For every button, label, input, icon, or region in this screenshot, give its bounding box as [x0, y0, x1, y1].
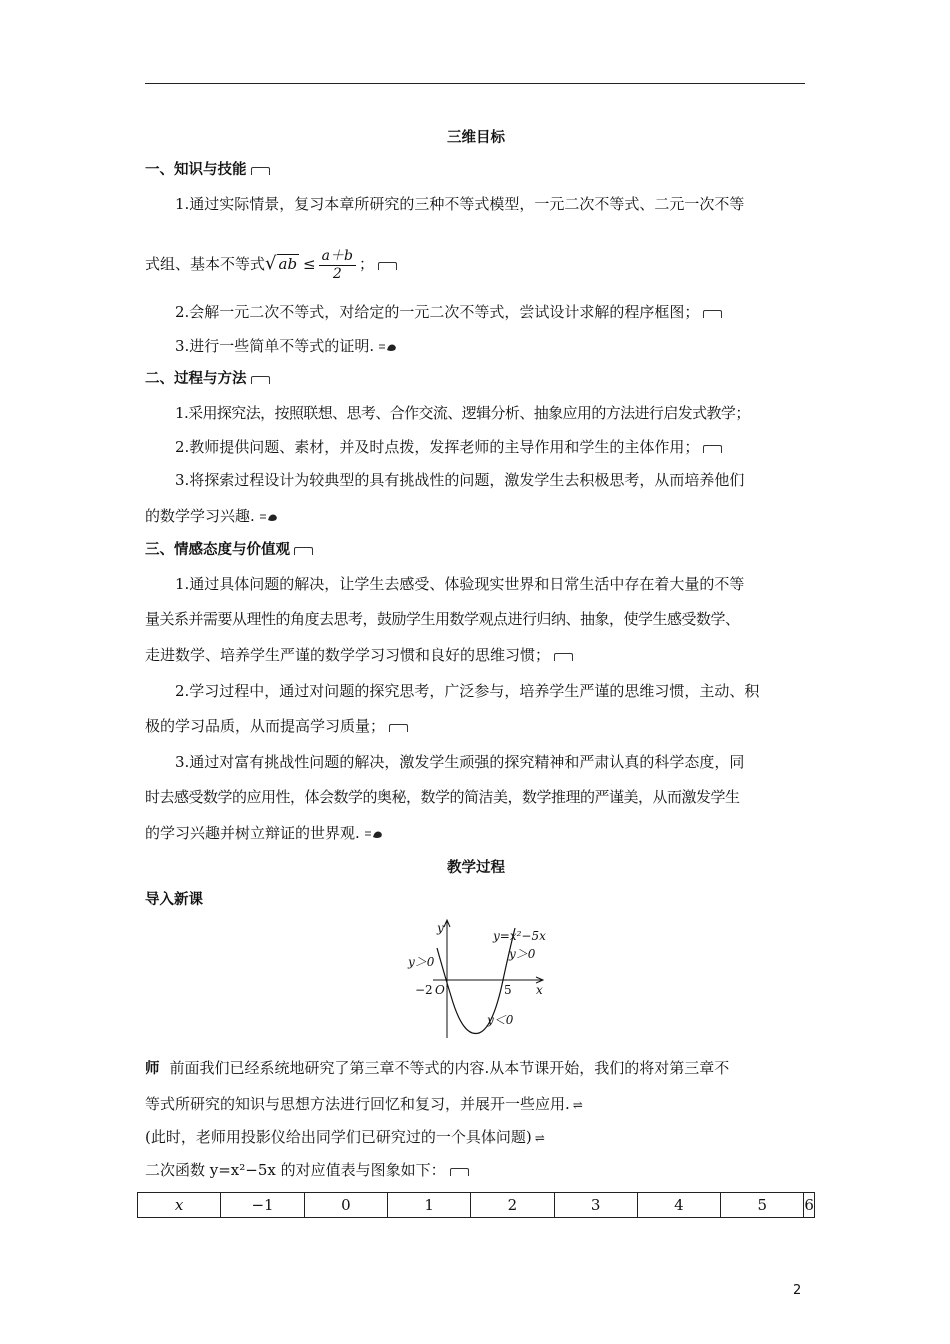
s2-p3-line1: 3.将探索过程设计为较典型的具有挑战性的问题，激发学生去积极思考，从而培养他们	[175, 471, 745, 489]
paragraph-mark-icon	[450, 1168, 469, 1176]
section-3-heading: 三、情感态度与价值观	[145, 540, 807, 560]
paragraph-mark-icon	[294, 547, 313, 555]
origin-label: O	[435, 983, 445, 997]
s3-p3-line1: 3.通过对富有挑战性问题的解决，激发学生顽强的探究精神和严肃认真的科学态度，同	[175, 753, 745, 771]
s2-p3-line2: 的数学学习兴趣.	[145, 506, 807, 526]
paragraph-mark-icon	[703, 310, 722, 318]
teacher-note: (此时，老师用投影仪给出同学们已研究过的一个具体问题) ⇌	[145, 1128, 545, 1146]
paragraph-mark-icon	[554, 653, 573, 661]
tick-5: 5	[504, 983, 512, 997]
teacher-line1: 师 前面我们已经系统地研究了第三章不等式的内容.从本节课开始，我们的将对第三章不	[145, 1059, 730, 1077]
table-cell: 3	[554, 1193, 637, 1218]
parabola-graph	[405, 918, 550, 1043]
function-label: y=x²−5x	[493, 929, 546, 943]
s3-p2-line1: 2.学习过程中，通过对问题的探究思考，广泛参与，培养学生严谨的思维习惯，主动、积	[175, 682, 760, 700]
positive-right-label: y＞0	[509, 947, 536, 961]
s3-p3-line3: 的学习兴趣并树立辩证的世界观.	[145, 823, 807, 843]
s1-p2: 2.会解一元二次不等式，对给定的一元二次不等式，尝试设计求解的程序框图；	[145, 302, 807, 322]
table-cell: 1	[388, 1193, 471, 1218]
s3-p3-line2: 时去感受数学的应用性，体会数学的奥秘，数学的简洁美，数学推理的严谨美，从而激发学生	[145, 788, 740, 806]
paragraph-mark-icon	[389, 724, 408, 732]
y-axis-label: y	[437, 921, 444, 935]
end-mark-icon	[378, 341, 398, 353]
paragraph-mark-icon	[251, 376, 270, 384]
table-cell: 0	[304, 1193, 387, 1218]
s2-p2: 2.教师提供问题、素材，并及时点拨，发挥老师的主导作用和学生的主体作用；	[145, 437, 807, 457]
paragraph-mark-icon	[378, 262, 397, 270]
table-cell: 5	[721, 1193, 804, 1218]
sqrt-ab: ab	[278, 255, 298, 273]
positive-left-label: y＞0	[408, 955, 435, 969]
x-axis-label: x	[536, 983, 543, 997]
table-cell: −1	[221, 1193, 305, 1218]
table-cell: 4	[637, 1193, 720, 1218]
section-1-heading: 一、知识与技能	[145, 160, 807, 180]
header-rule	[145, 83, 805, 84]
table-cell: x	[138, 1193, 221, 1218]
s2-p1: 1.采用探究法，按照联想、思考、合作交流、逻辑分析、抽象应用的方法进行启发式教学；	[175, 404, 750, 422]
s3-p1-line3: 走进数学、培养学生严谨的数学学习习惯和良好的思维习惯；	[145, 645, 807, 665]
table-cell: 6	[804, 1193, 815, 1218]
s1-p3: 3.进行一些简单不等式的证明.	[145, 336, 807, 356]
paragraph-mark-icon	[703, 445, 722, 453]
title-goals: 三维目标	[447, 130, 505, 146]
s1-p1-line1: 1.通过实际情景，复习本章所研究的三种不等式模型，一元二次不等式、二元一次不等	[175, 195, 745, 213]
fraction: $\frac{a+b}{2}$	[319, 248, 356, 283]
teacher-line2: 等式所研究的知识与思想方法进行回忆和复习，并展开一些应用. ⇌	[145, 1095, 583, 1113]
s3-p1-line1: 1.通过具体问题的解决，让学生去感受、体验现实世界和日常生活中存在着大量的不等	[175, 575, 745, 593]
s3-p2-line2: 极的学习品质，从而提高学习质量；	[145, 716, 807, 736]
negative-label: y＜0	[487, 1013, 514, 1027]
table-cell: 2	[471, 1193, 554, 1218]
title-process: 教学过程	[447, 860, 505, 876]
s1-p1-line2: 式组、基本不等式√ ab ≤ $\frac{a+b}{2}$ ；	[145, 244, 807, 284]
paragraph-mark-icon	[251, 167, 270, 175]
tick-neg2: −2	[415, 983, 433, 997]
end-mark-icon	[259, 511, 279, 523]
intro-heading: 导入新课	[145, 892, 203, 908]
s3-p1-line2: 量关系并需要从理性的角度去思考，鼓励学生用数学观点进行归纳、抽象，使学生感受数学、	[145, 610, 740, 628]
end-mark-icon	[364, 828, 384, 840]
table-row	[138, 1193, 815, 1218]
table-intro: 二次函数 y=x²−5x 的对应值表与图象如下：	[145, 1160, 807, 1180]
value-table	[137, 1192, 815, 1218]
page-number: 2	[793, 1283, 802, 1298]
section-2-heading: 二、过程与方法	[145, 369, 807, 389]
